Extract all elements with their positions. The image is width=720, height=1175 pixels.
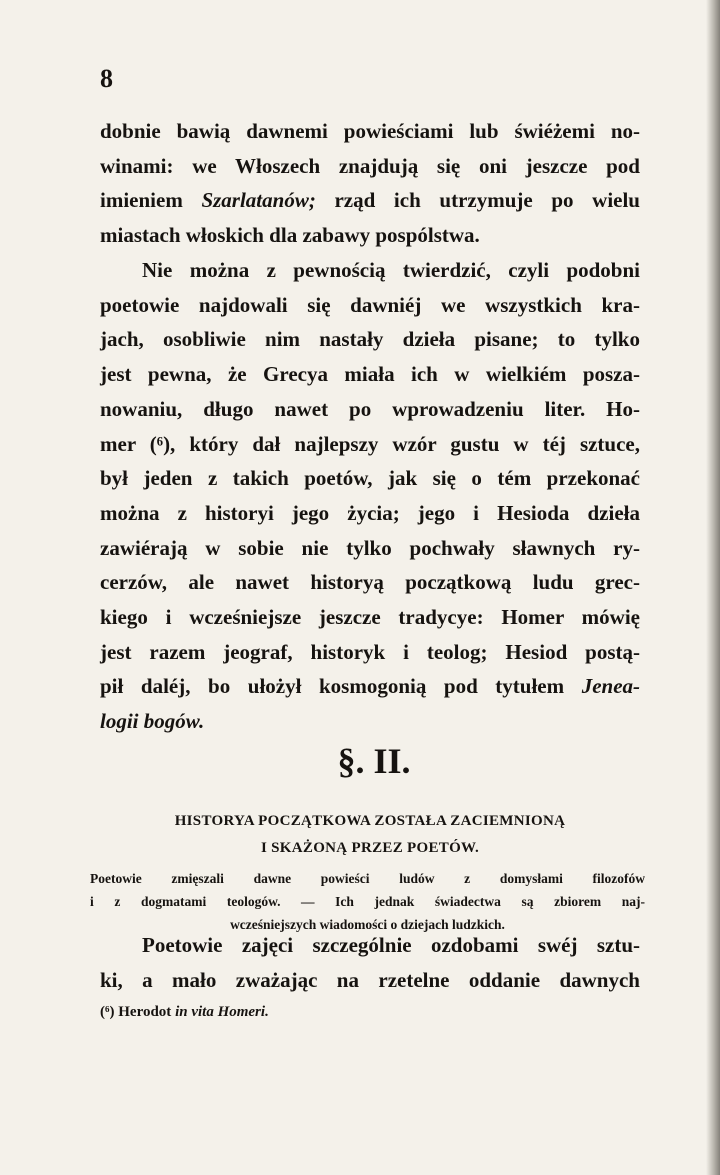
text-line: jach, osobliwie nim nastały dzieła pisane; to tylko <box>100 327 640 352</box>
text-fragment: imieniem <box>100 188 183 213</box>
section-summary <box>90 867 645 936</box>
text-line: nowaniu, długo nawet po wprowadzeniu liter. Ho- <box>100 396 640 421</box>
text-line: winami: we Włoszech znajdują się oni jeszcze pod <box>100 153 640 178</box>
summary-line: i z dogmatami teologów. — Ich jednak świadectwa są zbiorem naj- <box>90 894 645 909</box>
footnote-title: in vita Homeri. <box>175 1004 269 1020</box>
text-fragment: rząd ich utrzymuje po wielu <box>334 188 640 213</box>
italic-term: Jenea- <box>581 674 641 699</box>
footnote-author: Herodot <box>118 1004 172 1020</box>
italic-term: Szarlatanów; <box>201 188 316 213</box>
text-line: logii bogów. <box>100 709 205 734</box>
text-line <box>100 183 640 218</box>
text-line: można z historyi jego życia; jego i Hesioda dzieła <box>100 500 640 525</box>
summary-line: Poetowie zmięszali dawne powieści ludów z domysłami filozofów <box>90 871 645 886</box>
text-line: mer (⁶), który dał najlepszy wzór gustu w téj sztuce, <box>100 431 640 456</box>
text-line: miastach włoskich dla zabawy pospólstwa. <box>100 223 480 248</box>
text-line: dobnie bawią dawnemi powieściami lub świéżemi no- <box>100 119 640 143</box>
footnote-mark: (⁶) <box>100 1004 115 1020</box>
section-title-line: HISTORYA POCZĄTKOWA ZOSTAŁA ZACIEMNIONĄ <box>174 813 566 829</box>
text-line: jest pewna, że Grecya miała ich w wielkiém posza- <box>100 362 640 387</box>
page-edge-shadow <box>706 0 720 1175</box>
text-line: cerzów, ale nawet historyą początkową ludu grec- <box>100 570 640 595</box>
text-line: Poetowie zajęci szczególnie ozdobami swéj sztu- <box>142 933 640 957</box>
text-line: ki, a mało zważając na rzetelne oddanie dawnych <box>100 967 640 992</box>
text-fragment: pił daléj, bo ułożył kosmogonią pod tytułem <box>100 674 565 699</box>
section-heading: §. II. <box>337 741 411 781</box>
page-number: 8 <box>100 64 113 93</box>
section-title-line: I SKAŻONĄ PRZEZ POETÓW. <box>260 840 480 856</box>
paragraph-3 <box>100 928 640 997</box>
paragraph-2 <box>100 253 640 739</box>
summary-line: wcześniejszych wiadomości o dziejach ludzkich. <box>230 917 505 932</box>
section-title <box>100 808 640 862</box>
paragraph-1 <box>100 114 640 253</box>
text-line: kiego i wcześniejsze jeszcze tradycye: Homer mówię <box>100 605 640 630</box>
text-line: Nie można z pewnością twierdzić, czyli podobni <box>142 258 640 282</box>
text-line: był jeden z takich poetów, jak się o tém przekonać <box>100 466 640 491</box>
text-line: poetowie najdowali się dawniéj we wszystkich kra- <box>100 292 640 317</box>
footnote <box>100 1004 269 1021</box>
text-line <box>100 669 640 704</box>
text-line: zawiérają w sobie nie tylko pochwały sławnych ry- <box>100 535 640 560</box>
text-line: jest razem jeograf, historyk i teolog; Hesiod postą- <box>100 639 640 664</box>
